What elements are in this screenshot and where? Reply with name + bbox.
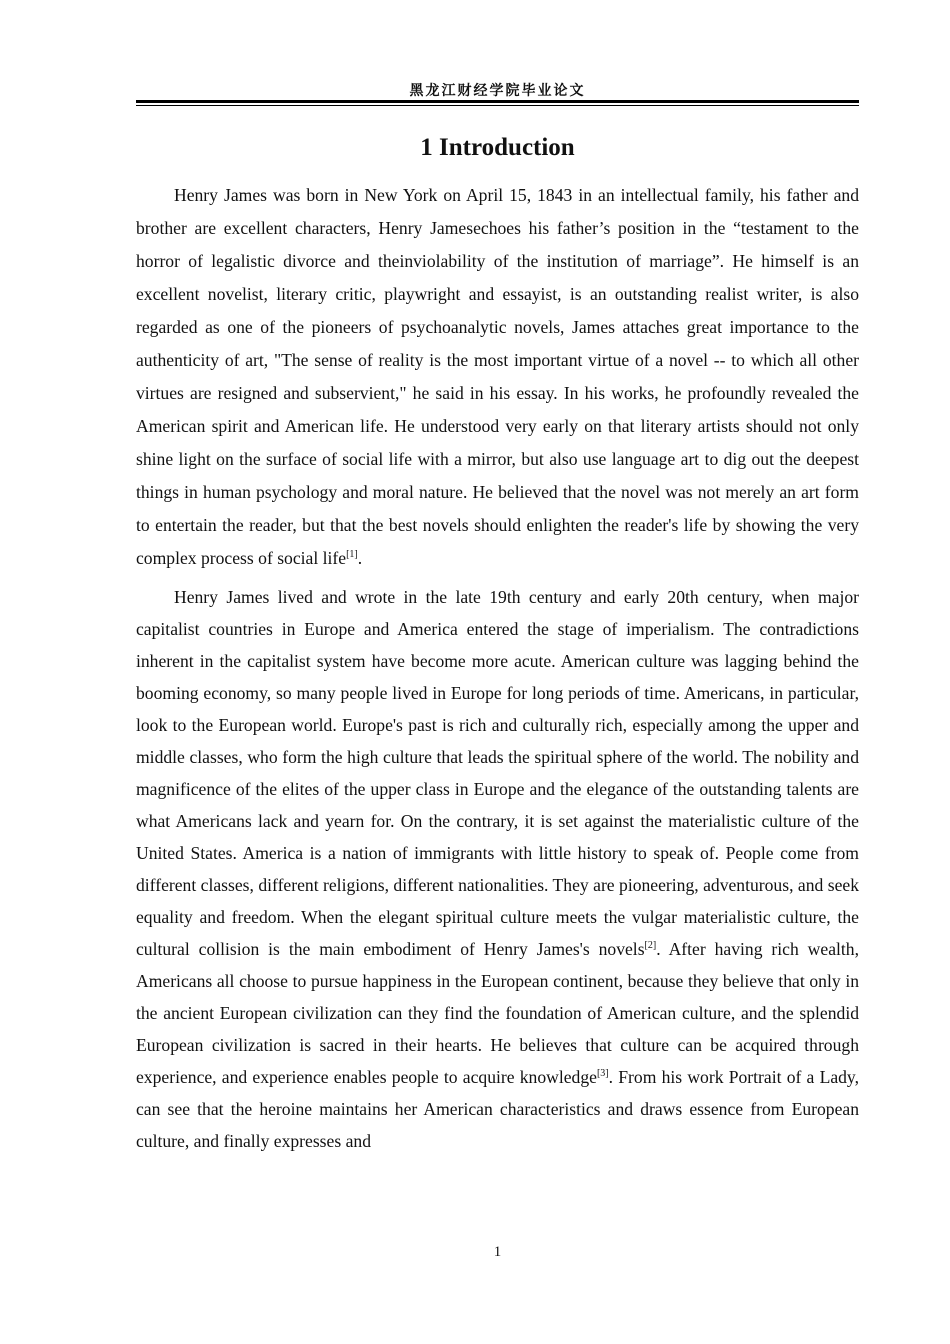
citation-1: [1]	[346, 549, 358, 560]
paragraph-1	[136, 179, 859, 575]
paragraph-1-text: Henry James was born in New York on April 15, 1843 in an intellectual family, his father and brother are excellent characters, Henry Jamesechoes his father’s position in the “testament to the horror of legalistic divorce and theinviolability of the institution of marriage”. He himself is an excellent novelist, literary critic, playwright and essayist, is an outstanding realist writer, is also regarded as one of the pioneers of psychoanalytic novels, James attaches great importance to the authenticity of art, "The sense of reality is the most important virtue of a novel -- to which all other virtues are resigned and subservient," he said in his essay. In his works, he profoundly revealed the American spirit and American life. He understood very early on that literary artists should not only shine light on the surface of social life with a mirror, but also use language art to dig out the deepest things in human psychology and moral nature. He believed that the novel was not merely an art form to entertain the reader, but that the best novels should enlighten the reader's life by showing the very complex process of social life	[136, 185, 859, 568]
section-title: 1 Introduction	[420, 134, 575, 161]
header-rule-thick	[136, 100, 859, 103]
paragraph-2-end: . From his work Portrait of a Lady, can see that the heroine maintains her American characteristics and draws essence from European culture, and finally expresses and	[136, 1067, 859, 1151]
paragraph-2-text: Henry James lived and wrote in the late 19th century and early 20th century, when major capitalist countries in Europe and America entered the stage of imperialism. The contradictions inherent in the capitalist system have become more acute. American culture was lagging behind the booming economy, so many people lived in Europe for long periods of time. Americans, in particular, look to the European world. Europe's past is rich and culturally rich, especially among the upper and middle classes, who form the high culture that leads the spiritual sphere of the world. The nobility and magnificence of the elites of the upper class in Europe and the elegance of the outstanding talents are what Americans lack and yearn for. On the contrary, it is set against the materialistic culture of the United States. America is a nation of immigrants with little history to speak of. People come from different classes, different religions, different nationalities. They are pioneering, adventurous, and seek equality and freedom. When the elegant spiritual culture meets the vulgar materialistic culture, the cultural collision is the main embodiment of Henry James's novels	[136, 587, 859, 959]
body-text	[136, 179, 859, 1157]
header-rule-thin	[136, 105, 859, 106]
paragraph-1-end: .	[357, 548, 363, 568]
citation-3: [3]	[596, 1068, 609, 1079]
page-number: 1	[493, 1244, 502, 1260]
running-header: 黑龙江财经学院毕业论文	[409, 83, 586, 99]
paragraph-2	[136, 581, 859, 1157]
paragraph-2-middle: . After having rich wealth, Americans all choose to pursue happiness in the European continent, because they believe that only in the ancient European civilization can they find the foundation of American culture, and the splendid European civilization is sacred in their hearts. He believes that culture can be acquired through experience, and experience enables people to acquire knowledge	[136, 939, 859, 1087]
citation-2: [2]	[644, 940, 657, 951]
